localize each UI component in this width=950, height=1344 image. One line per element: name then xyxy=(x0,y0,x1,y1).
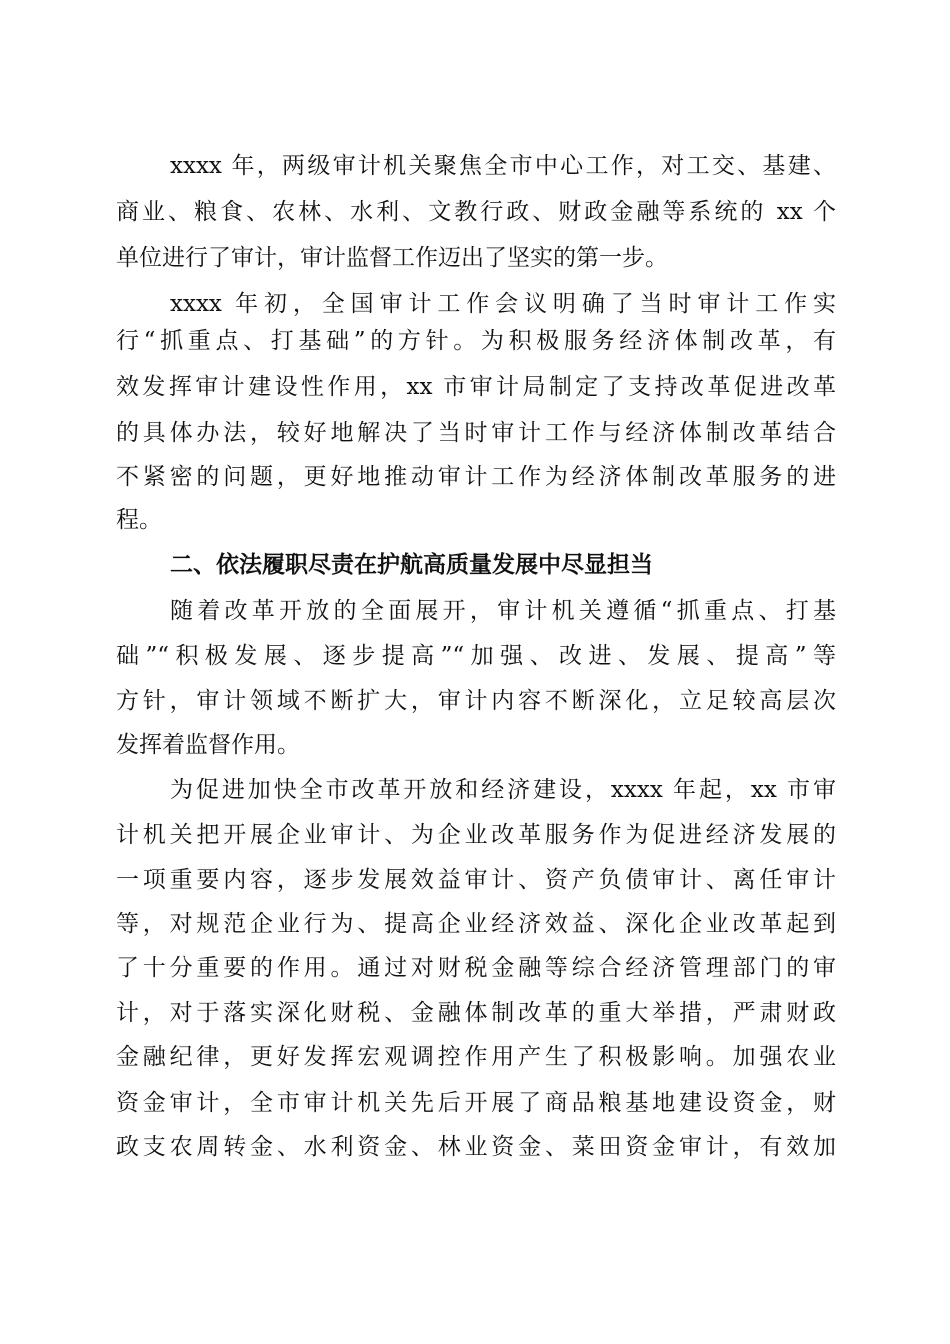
body-text-line: 发挥着监督作用。 xyxy=(116,732,300,758)
body-text-line: 程。 xyxy=(116,507,162,533)
body-text-line: 一项重要内容，逐步发展效益审计、资产负债审计、离任审计 xyxy=(116,867,836,893)
body-text-line: 效发挥审计建设性作用，xx 市审计局制定了支持改革促进改革 xyxy=(116,374,836,400)
body-text-line: 单位进行了审计，审计监督工作迈出了坚实的第一步。 xyxy=(116,245,668,271)
body-text-line: 随着改革开放的全面展开，审计机关遵循“抓重点、打基 xyxy=(170,598,836,624)
body-text-line: 等，对规范企业行为、提高企业经济效益、深化企业改革起到 xyxy=(116,911,836,937)
body-text-line: 计机关把开展企业审计、为企业改革服务作为促进经济发展的 xyxy=(116,822,836,848)
body-text-line: 金融纪律，更好发挥宏观调控作用产生了积极影响。加强农业 xyxy=(116,1044,836,1070)
body-text-line: xxxx 年，两级审计机关聚焦全市中心工作，对工交、基建、 xyxy=(170,153,836,179)
body-text-line: xxxx 年初，全国审计工作会议明确了当时审计工作实 xyxy=(170,291,836,317)
body-text-line: 为促进加快全市改革开放和经济建设，xxxx 年起，xx 市审 xyxy=(170,777,836,803)
body-text-line: 计，对于落实深化财税、金融体制改革的重大举措，严肃财政 xyxy=(116,1000,836,1026)
body-text-line: 了十分重要的作用。通过对财税金融等综合经济管理部门的审 xyxy=(116,955,836,981)
body-text-line: 政支农周转金、水利资金、林业资金、菜田资金审计，有效加 xyxy=(116,1134,836,1160)
body-text-line: 的具体办法，较好地解决了当时审计工作与经济体制改革结合 xyxy=(116,420,836,446)
body-text-line: 不紧密的问题，更好地推动审计工作为经济体制改革服务的进 xyxy=(116,464,836,490)
body-text-line: 资金审计，全市审计机关先后开展了商品粮基地建设资金，财 xyxy=(116,1090,836,1116)
body-text-line: 行“抓重点、打基础”的方针。为积极服务经济体制改革，有 xyxy=(116,328,836,354)
body-text-line: 础”“积极发展、逐步提高”“加强、改进、发展、提高”等 xyxy=(116,643,836,669)
body-text-line: 商业、粮食、农林、水利、文教行政、财政金融等系统的 xx 个 xyxy=(116,199,836,225)
body-text-line: 方针，审计领域不断扩大，审计内容不断深化，立足较高层次 xyxy=(116,688,836,714)
section-heading: 二、依法履职尽责在护航高质量发展中尽显担当 xyxy=(170,552,653,578)
